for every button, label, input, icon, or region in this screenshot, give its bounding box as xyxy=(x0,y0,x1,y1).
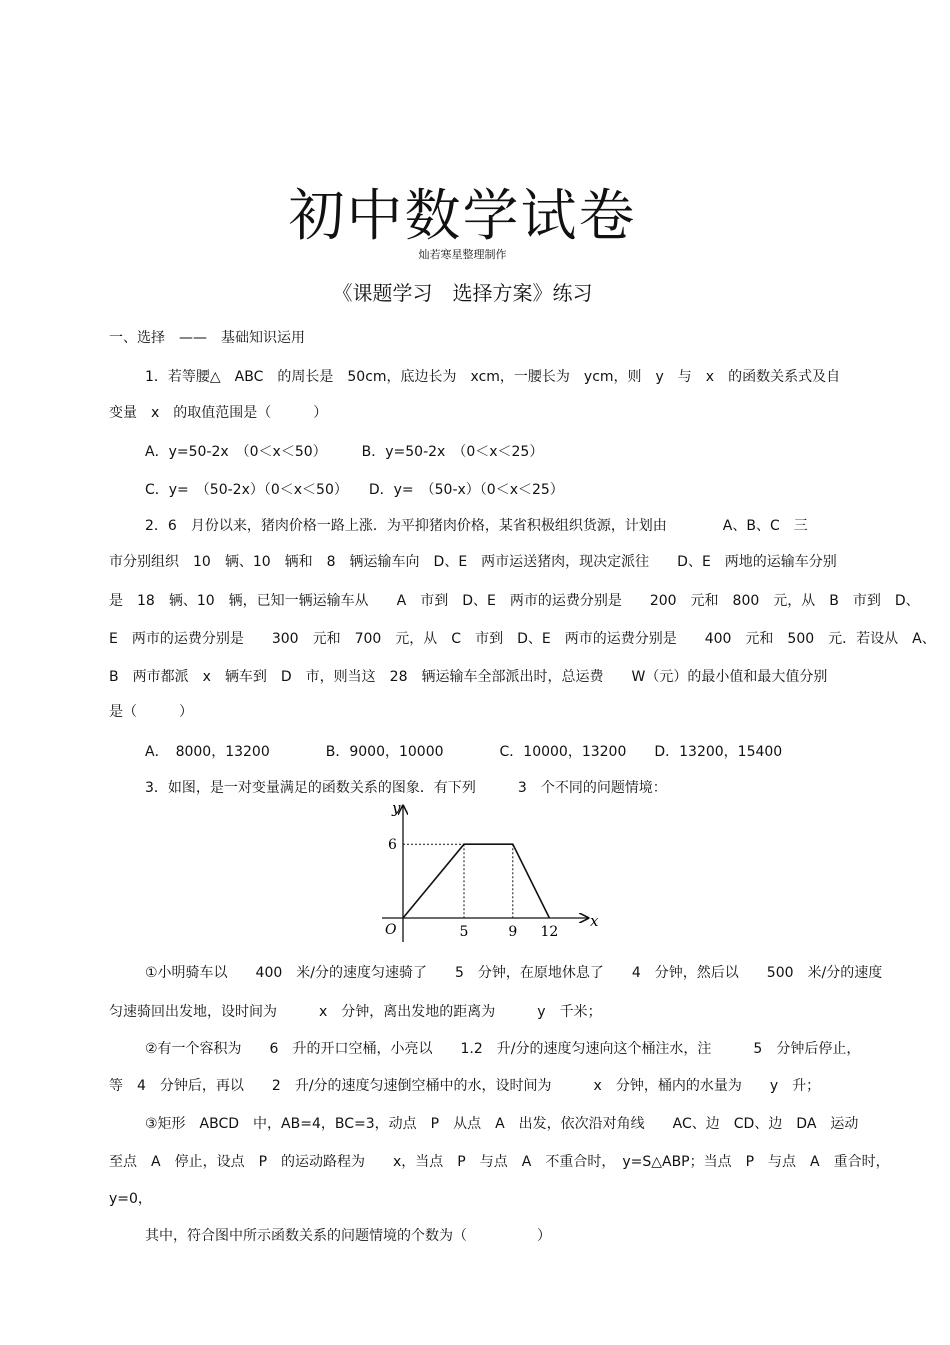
scenario-text: 至点 A 停止，设点 P 的运动路程为 x，当点 P 与点 A 不重合时， y=S△ABP；当点 P 与点 A 重合时， xyxy=(109,1154,890,1170)
question-text: 市分别组织 10 辆、10 辆和 8 辆运输车向 D、E 两市运送猪肉，现决定派往 D、E 两地的运输车分别 xyxy=(109,554,837,570)
section-label: 一、选择 —— 基础知识运用 xyxy=(109,330,305,346)
x-tick-label: 9 xyxy=(508,924,518,940)
y-tick-label: 6 xyxy=(388,837,397,854)
scenario-text: 等 4 分钟后，再以 2 升/分的速度匀速倒空桶中的水，设时间为 x 分钟，桶内的水量为 y 升； xyxy=(109,1078,821,1094)
graph-line xyxy=(403,844,549,918)
question-text: 3．如图，是一对变量满足的函数关系的图象．有下列 3 个不同的问题情境： xyxy=(145,780,667,796)
scenario-text: ③矩形 ABCD 中，AB=4，BC=3，动点 P 从点 A 出发，依次沿对角线 AC、边 CD、边 DA 运动 xyxy=(145,1116,859,1132)
origin-label: O xyxy=(385,922,397,938)
x-tick-label: 12 xyxy=(540,924,559,940)
question-text: B 两市都派 x 辆车到 D 市，则当这 28 辆运输车全部派出时，总运费 W（元）的最小值和最大值分别 xyxy=(109,669,828,685)
exercise-heading: 《课题学习 选择方案》练习 xyxy=(332,281,593,305)
scenario-text: 匀速骑回出发地，设时间为 x 分钟，离出发地的距离为 y 千米； xyxy=(109,1004,602,1020)
question-text: 是 18 辆、10 辆，已知一辆运输车从 A 市到 D、E 两市的运费分别是 200 元和 800 元，从 B 市到 D、 xyxy=(109,593,920,609)
question-text: 2．6 月份以来，猪肉价格一路上涨．为平抑猪肉价格，某省积极组织货源，计划由 A、B、C 三 xyxy=(145,518,808,534)
x-axis-label: x xyxy=(590,912,599,930)
y-axis-label: y xyxy=(392,800,401,817)
page-title: 初中数学试卷 xyxy=(288,184,637,249)
question-text: 变量 x 的取值范围是（ ） xyxy=(109,405,328,421)
question-text: 是（ ） xyxy=(109,704,193,720)
scenario-text: ②有一个容积为 6 升的开口空桶，小亮以 1.2 升/分的速度匀速向这个桶注水，注 5 分钟后停止， xyxy=(145,1041,861,1057)
page-subtitle: 灿若寒星整理制作 xyxy=(418,248,507,261)
question-text: E 两市的运费分别是 300 元和 700 元，从 C 市到 D、E 两市的运费分别是 400 元和 500 元．若设从 A、 xyxy=(109,631,936,647)
guide-lines xyxy=(403,844,513,918)
scenario-text: y=0， xyxy=(109,1191,152,1207)
option-line: A．y=50-2x （0＜x＜50） B．y=50-2x （0＜x＜25） xyxy=(145,444,544,460)
option-line: C．y= （50-2x）（0＜x＜50） D．y= （50-x）（0＜x＜25） xyxy=(145,482,564,498)
function-graph xyxy=(372,800,602,945)
question-text: 其中，符合图中所示函数关系的问题情境的个数为（ ） xyxy=(145,1228,551,1244)
scenario-text: ①小明骑车以 400 米/分的速度匀速骑了 5 分钟，在原地休息了 4 分钟，然后以 500 米/分的速度 xyxy=(145,965,883,981)
question-text: 1．若等腰△ ABC 的周长是 50cm，底边长为 xcm，一腰长为 ycm，则 y 与 x 的函数关系式及自 xyxy=(145,369,841,385)
option-line: A． 8000，13200 B．9000，10000 C．10000，13200 D．13200，15400 xyxy=(145,744,783,760)
x-tick-label: 5 xyxy=(459,924,469,940)
